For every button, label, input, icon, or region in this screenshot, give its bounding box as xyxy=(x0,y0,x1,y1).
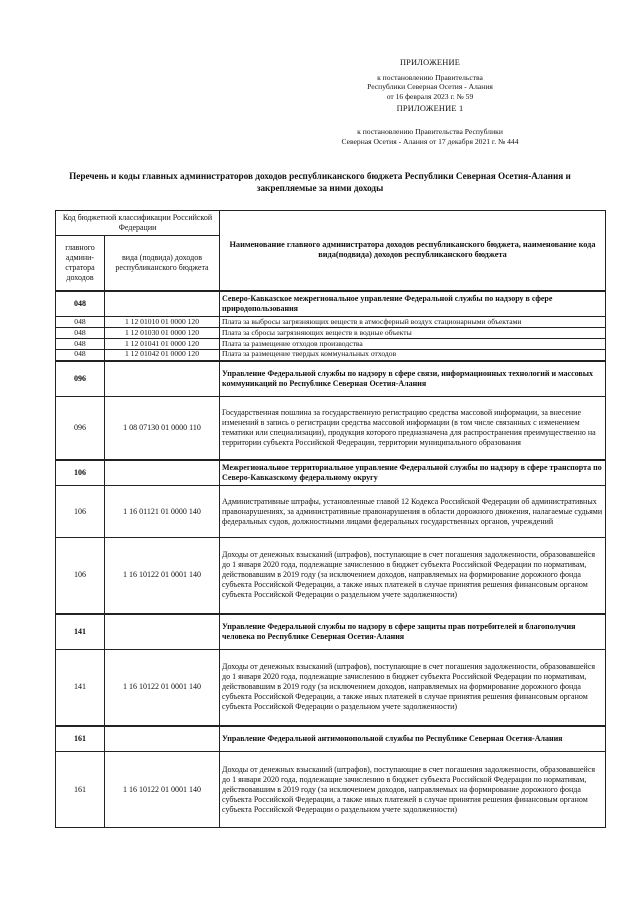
admin-name-cell: Управление Федеральной службы по надзору в сфере связи, информационных технологий и массовых коммуникаций по Республике Северная Осетия-Алания xyxy=(220,361,606,397)
admin-code-cell: 048 xyxy=(56,317,105,328)
table-row xyxy=(56,339,606,350)
admin-name-cell: Межрегиональное территориальное управление Федеральной службы по надзору в сфере транспорта по Северо-Кавказскому федеральному округу xyxy=(220,460,606,486)
revenue-code-cell: 1 16 10122 01 0001 140 xyxy=(105,752,220,828)
revenue-name-cell: Государственная пошлина за государственную регистрацию средства массовой информации, за внесение изменений в запись о регистрации средства массовой информации (в том числе связанных с изменением тематики или специализации), продукция которого предназначена для распространения преимущественно на территории субъекта Российской Федерации, территории муниципального образования xyxy=(220,397,606,460)
revenue-name-cell: Доходы от денежных взысканий (штрафов), поступающие в счет погашения задолженности, образовавшейся до 1 января 2020 года, подлежащие зачислению в бюджет субъекта Российской Федерации по нормативам, действовавшим в 2019 году (за исключением доходов, направляемых на формирование дорожного фонда субъекта Российской Федерации, а также иных платежей в случае принятия решения финансовым органом субъекта Российской Федерации о раздельном учете задолженности) xyxy=(220,752,606,828)
revenue-code-cell xyxy=(105,614,220,650)
table-row xyxy=(56,328,606,339)
appendix-block xyxy=(300,58,560,114)
table-row xyxy=(56,726,606,752)
admin-code-cell: 161 xyxy=(56,752,105,828)
admin-code-cell: 106 xyxy=(56,486,105,538)
revenue-name-cell: Плата за выбросы загрязняющих веществ в атмосферный воздух стационарными объектами xyxy=(220,317,606,328)
table-row xyxy=(56,460,606,486)
revenue-code-cell xyxy=(105,361,220,397)
table-row xyxy=(56,752,606,828)
table-row xyxy=(56,486,606,538)
admin-code-cell: 141 xyxy=(56,614,105,650)
appendix-line: от 16 февраля 2023 г. № 59 xyxy=(386,91,474,101)
table-row xyxy=(56,650,606,726)
revenue-code-cell xyxy=(105,291,220,317)
table-row xyxy=(56,291,606,317)
admin-code-cell: 048 xyxy=(56,339,105,350)
header-revenue-code: вида (подвида) доходов республиканского бюджета xyxy=(105,236,220,291)
header-admin-code: главного админи-стратора доходов xyxy=(56,236,105,291)
admin-code-cell: 106 xyxy=(56,460,105,486)
revenue-code-cell: 1 16 10122 01 0001 140 xyxy=(105,650,220,726)
admin-name-cell: Управление Федеральной службы по надзору в сфере защиты прав потребителей и благополучия человека по Республике Северная Осетия-Алания xyxy=(220,614,606,650)
revenue-name-cell: Доходы от денежных взысканий (штрафов), поступающие в счет погашения задолженности, образовавшейся до 1 января 2020 года, подлежащие зачислению в бюджет субъекта Российской Федерации по нормативам, действовавшим в 2019 году (за исключением доходов, направляемых на формирование дорожного фонда субъекта Российской Федерации, а также иных платежей в случае принятия решения финансовым органом субъекта Российской Федерации о раздельном учете задолженности) xyxy=(220,538,606,614)
revenue-code-cell: 1 08 07130 01 0000 110 xyxy=(105,397,220,460)
revenue-code-cell: 1 16 01121 01 0000 140 xyxy=(105,486,220,538)
header-name: Наименование главного администратора доходов республиканского бюджета, наименование кода вида(подвида) доходов республиканского бюджета xyxy=(220,211,606,291)
appendix-title: ПРИЛОЖЕНИЕ xyxy=(399,58,461,67)
table-row xyxy=(56,397,606,460)
admin-code-cell: 048 xyxy=(56,291,105,317)
revenue-code-cell: 1 12 01010 01 0000 120 xyxy=(105,317,220,328)
table-row xyxy=(56,350,606,361)
table-row xyxy=(56,317,606,328)
table-row xyxy=(56,614,606,650)
table-row xyxy=(56,361,606,397)
revenue-name-cell: Плата за размещение твердых коммунальных отходов xyxy=(220,350,606,361)
admin-code-cell: 096 xyxy=(56,397,105,460)
admin-code-cell: 096 xyxy=(56,361,105,397)
table-row xyxy=(56,538,606,614)
admin-code-cell: 106 xyxy=(56,538,105,614)
appendix1-block xyxy=(300,127,560,146)
revenue-administrators-table xyxy=(55,210,606,828)
admin-code-cell: 048 xyxy=(56,328,105,339)
appendix1-title: ПРИЛОЖЕНИЕ 1 xyxy=(396,104,464,114)
admin-name-cell: Управление Федеральной антимонопольной службы по Республике Северная Осетия-Алания xyxy=(220,726,606,752)
revenue-code-cell: 1 12 01042 01 0000 120 xyxy=(105,350,220,361)
document-title-line: Перечень и коды главных администраторов доходов республиканского бюджета Республики Северная Осетия-Алания и xyxy=(69,171,571,181)
admin-code-cell: 141 xyxy=(56,650,105,726)
document-title xyxy=(40,170,600,194)
document-title-line: закрепляемые за ними доходы xyxy=(256,183,384,193)
revenue-name-cell: Административные штрафы, установленные главой 12 Кодекса Российской Федерации об административных правонарушениях, за административные правонарушения в области дорожного движения, налагаемые судьями федеральных судов, должностными лицами федеральных государственных органов, учреждений xyxy=(220,486,606,538)
revenue-code-cell: 1 12 01030 01 0000 120 xyxy=(105,328,220,339)
admin-name-cell: Северо-Кавказское межрегиональное управление Федеральной службы по надзору в сфере природопользования xyxy=(220,291,606,317)
appendix1-line: к постановлению Правительства Республики xyxy=(357,127,503,136)
appendix1-line: Северная Осетия - Алания от 17 декабря 2021 г. № 444 xyxy=(341,136,519,146)
revenue-code-cell xyxy=(105,726,220,752)
appendix-line: Республики Северная Осетия - Алания xyxy=(367,82,493,92)
admin-code-cell: 048 xyxy=(56,350,105,361)
appendix-line: к постановлению Правительства xyxy=(377,72,483,82)
revenue-code-cell: 1 12 01041 01 0000 120 xyxy=(105,339,220,350)
revenue-name-cell: Плата за сбросы загрязняющих веществ в водные объекты xyxy=(220,328,606,339)
revenue-code-cell: 1 16 10122 01 0001 140 xyxy=(105,538,220,614)
admin-code-cell: 161 xyxy=(56,726,105,752)
header-code-group: Код бюджетной классификации Российской Федерации xyxy=(56,211,220,236)
revenue-name-cell: Доходы от денежных взысканий (штрафов), поступающие в счет погашения задолженности, образовавшейся до 1 января 2020 года, подлежащие зачислению в бюджет субъекта Российской Федерации по нормативам, действовавшим в 2019 году (за исключением доходов, направляемых на формирование дорожного фонда субъекта Российской Федерации, а также иных платежей в случае принятия решения финансовым органом субъекта Российской Федерации о раздельном учете задолженности) xyxy=(220,650,606,726)
revenue-code-cell xyxy=(105,460,220,486)
revenue-name-cell: Плата за размещение отходов производства xyxy=(220,339,606,350)
